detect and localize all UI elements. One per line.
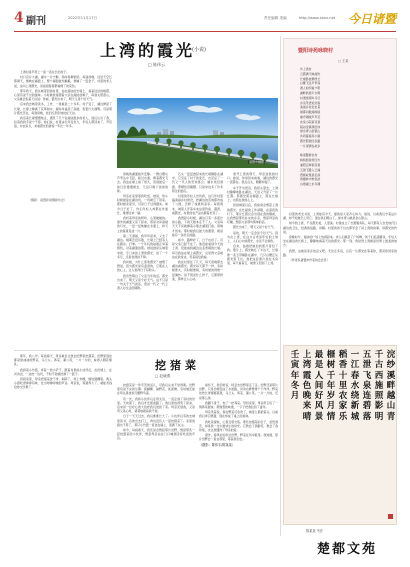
calligraphy-character: 施 <box>374 380 384 391</box>
newspaper-brand-logo: 今日诸暨 <box>347 12 396 26</box>
calligraphy-character: 江 <box>350 360 360 371</box>
paragraph: 村里的年轻人告诉我，这几年村里搞美丽乡村建设，把湖边的荒地都改成了公园，还修了栈道和凉亭。每到周末，城里人开着车来这里钓鱼、露营、看霞光，村里的农产品也跟着好卖了。 <box>172 194 223 215</box>
calligraphy-character: 晚 <box>302 391 312 402</box>
page-number: 4 <box>14 10 24 26</box>
paragraph: 如今，每到春天，我还是会想起那片田野，想起那些一起挖猪菜的小伙伴，想起母亲站在门口喊我回家吃饭的声音。 <box>117 428 195 441</box>
sidebar-poem-line: 白鹭飞过芦苇荡 <box>300 81 321 86</box>
paragraph: 我在村里住了几天，每天傍晚都去湖边看霞光。霞光每天都不一样，有时候像火，有时候像锦，有时候淡得像一层薄纱。但不管是什么样子，它都那样美，那样让人心动。 <box>172 260 223 281</box>
calligraphy-column <box>362 350 372 422</box>
paragraph: 我蹲下身子，挖了一把荠菜。带回家里，母亲用它包了一锅荠菜馄饨。那熟悉的味道，一下子把我拉回了童年。 <box>199 400 278 410</box>
paragraph: 我想起小时候，湖边只有一条泥泞的小路，下雨天根本走不了人。父亲每天天不亮就撑着小船去湖里打鱼，傍晚才回来。那时候我们最大的愿望，就是能有一条好走的路。 <box>172 216 223 237</box>
sidebar-poem-line: 长堤卧波柳丝长 <box>300 76 321 81</box>
editor-line: 责任编辑 美编 <box>264 16 287 20</box>
calligraphy-character: 月 <box>326 401 336 412</box>
sidebar-poem-line: 村道宽阔车马行 <box>300 95 321 100</box>
calligraphy-character: 年 <box>326 380 336 391</box>
calligraphy-character: 畔 <box>386 380 396 391</box>
photo-credit: 诸暨市融媒 <box>249 160 265 164</box>
paragraph: 日子一天天过去，我们渐渐长大了。小伙伴们有的去城里读书，有的出去打工，再也没有人一起挖猪菜了。家里的猪也不养了，那只小竹篮一直挂在墙上，落满了灰尘。 <box>117 414 195 427</box>
calligraphy-character: 飞 <box>362 370 372 381</box>
calligraphy-character: 西 <box>374 370 384 381</box>
calligraphy-character: 间 <box>314 380 324 391</box>
paragraph: 第二天清晨，我早早起来，又去了湖边。晨雾还没有散，长堤上已经有人在跑步、打拳。一个年轻的姑娘正举着相机，对着湖面拍照。她说她是从城里来的，专门来拍上湾的霞光，拍了一个多月，还是觉得拍不够。 <box>117 233 168 259</box>
sidebar-poem-line: 访上湾村 <box>300 67 312 71</box>
calligraphy-character: 明 <box>374 411 384 422</box>
sidebar-poem-line: 湖畔新居灯火明 <box>300 90 321 95</box>
calligraphy-character: 霞 <box>302 370 312 381</box>
calligraphy-character: 树 <box>326 360 336 371</box>
paragraph: 我听着母亲的唠叨，心里暖暖的。窗外的湖面又亮了起来，那是对岸高楼的灯光，一层一层地铺在水面上，和天上的星星连成一片。 <box>117 216 168 233</box>
article2-signoff: （摄影：陈伟丰/陈某某） <box>199 442 236 447</box>
column-brand-title: 楚都文苑 <box>317 542 378 557</box>
calligraphy-character: 情 <box>326 411 336 422</box>
calligraphy-character: 壬 <box>290 350 300 360</box>
sidebar-poem-line: 浦阳江畔稻花香 <box>300 162 321 167</box>
sidebar-poem-line: 渔舟唱晚声声近 <box>300 114 321 119</box>
paragraph: 那年，我八岁。每到春天，母亲就会让我去田野里挖猪菜。田野里到处都是绿油油的野菜，马兰头、荠菜、蒲公英，一片一片的，看得人眼花缭乱。 <box>14 354 112 367</box>
article2-column-3 <box>199 383 278 543</box>
calligraphy-character: 青 <box>386 411 396 422</box>
paragraph: 霞光出来了，明天又是个好天气。 <box>233 225 277 230</box>
paragraph: 是的，明天一定会是个好天气。因为在上湾，在这片古老而年轻的土地上，人们心中的霞光，永远不会褪色。 <box>227 230 278 244</box>
article1-subtitle: (小说) <box>192 47 206 53</box>
article1-byline: □ 陈伟云 <box>148 62 166 67</box>
sidebar-poem-line: 枫桥经验传四方 <box>300 158 321 163</box>
paragraph: 母亲在家里等我吃饭。她说，你小时候最爱在湖边玩，一玩就忘了回家。那时候家里穷，可是日子过得踏实。如今日子好了，你们年轻人却都在外面忙，难得回来一趟。 <box>117 194 168 215</box>
article2-column-2 <box>117 383 195 543</box>
sidebar-poem-line: 西施故里美名扬 <box>300 172 321 177</box>
calligraphy-character: 碧 <box>362 401 372 412</box>
calligraphy-character: 照 <box>374 391 384 402</box>
calligraphy-character: 浣 <box>386 350 396 360</box>
calligraphy-credit: 陈某某 书法 <box>306 529 323 533</box>
paragraph: 我挎着小竹篮，拿着一把小铲子，跟着村里的小伙伴们，在田埂上、在河沟边，一边挖一边玩，不知不觉就挖满了一篮子。 <box>14 367 112 376</box>
calligraphy-character: 千 <box>326 370 336 381</box>
calligraphy-character: 农 <box>338 391 348 402</box>
calligraphy-character: 山 <box>386 401 396 412</box>
article1-column-5 <box>283 212 397 340</box>
calligraphy-character: 绕 <box>350 391 360 402</box>
calligraphy-character: 稻 <box>338 350 348 360</box>
calligraphy-character: 乐 <box>338 411 348 422</box>
paragraph: 前些天，我回老家，特意去田野里走了走。田野还是那片田野，只是田埂变成了水泥路，河沟也修整得干干净净。野菜依然长得郁郁葱葱，马兰头、荠菜、蒲公英，一片一片的，还是那么绿。 <box>199 383 278 400</box>
calligraphy-character: 湾 <box>302 360 312 371</box>
calligraphy-character: 泉 <box>362 380 372 391</box>
calligraphy-character: 五 <box>362 350 372 360</box>
calligraphy-character: 月 <box>290 391 300 402</box>
paragraph: 如今的上湾，不仅霞光美，人更美。村里成立了志愿服务队，每天都有人自发地打扫湖边的卫生，给游客指路、讲解。村里的孩子们也都学会了讲上湾的故事，讲霞光的传说。 <box>283 221 397 234</box>
calligraphy-column <box>290 350 300 401</box>
calligraphy-character: 影 <box>374 401 384 412</box>
paragraph: 窗外，春风轻轻吹过田野，野菜在风中摇曳。我知道，那片田野会一直在那里，等着我回去。 <box>199 433 278 442</box>
sidebar-poem-list <box>300 67 394 187</box>
calligraphy-character: 冬 <box>290 380 300 391</box>
article1-column-4 <box>227 172 278 346</box>
calligraphy-character: 越 <box>386 391 396 402</box>
calligraphy-column <box>302 350 312 422</box>
sidebar-poem-line: 共同富裕奔小康 <box>300 134 321 139</box>
paragraph: 上湾村是平原上一座一直在长的村子。 <box>20 70 70 74</box>
calligraphy-character: 人 <box>314 370 324 381</box>
calligraphy-character: 十 <box>338 370 348 381</box>
calligraphy-character: 泄 <box>362 360 372 371</box>
article1-column-1 <box>14 70 112 346</box>
poem-sidebar <box>283 38 397 208</box>
paragraph: 我沿着长堤慢慢地走，遇见了几个在湖边散步的老人，他们认出了我，拉着我的手说个不停。他们说，村里这些年变化大，年轻人都回来了，开民宿、办农家乐，来看霞光的游客一年比一年多。 <box>14 116 112 129</box>
sidebar-poem-line: 游人如织看夕阳 <box>300 86 321 91</box>
paragraph: 村口有片大湖，湖水一片宁静，两岸杨柳依依。每逢傍晚，远处天空红霞满天，倒映在湖面上，整个湖面波光粼粼，像铺了一层金子。村里的老人说，这叫上湾霞光，是祖祖辈辈都看惯了的景色。 <box>14 75 112 88</box>
calligraphy-character: 来 <box>302 401 312 412</box>
section-divider <box>14 350 278 351</box>
paragraph: 石头一层层叠起来的长堤静卧在湖中，它见证了村子的变迁，也见证了一代又一代人的悲欢离合。湖水依旧清澈，垂柳依旧婀娜，只是岸边多了许多陌生的面孔。 <box>172 172 223 193</box>
article1-column-3 <box>172 172 223 346</box>
paragraph: 我忽然明白了父亲当年的话。霞光出来了，明天又是个好天气。这不只是一句关于天气的话，更是一代又一代上湾人对生活的期盼。 <box>117 273 168 291</box>
column-divider <box>280 36 281 536</box>
calligraphy-character: 落 <box>362 411 372 422</box>
calligraphy-character: 风 <box>314 401 324 412</box>
calligraphy-column <box>386 350 396 422</box>
calligraphy-character: 新 <box>350 401 360 412</box>
calligraphy-character: 纱 <box>386 360 396 371</box>
calligraphy-character: 年 <box>290 370 300 381</box>
sidebar-poem-line: 农家小院菊花香 <box>300 119 321 124</box>
calligraphy-character: 寅 <box>290 360 300 371</box>
calligraphy-character: 千 <box>374 350 384 360</box>
paragraph: 那年秋天，我从城里回到村里，站在湖边的长堤上，看着远处的晚霞，心里有说不出的滋味。小时候我常跟着父亲在湖边放鸭子，每到太阳落山，父亲就会指着天边说：你看，霞光出来了，明天又是个好天气。 <box>14 88 112 102</box>
paragraph: 离开上湾的那天，母亲送我到村口。她说，你常回来看看，湖边的霞光一直都在。我点点头，眼眶却湿了。 <box>227 172 278 185</box>
sidebar-poem-line: 五泄飞瀑入云端 <box>300 167 321 172</box>
calligraphy-character: 春 <box>350 370 360 381</box>
sidebar-poem-line: 一片深情在故乡 <box>300 143 321 148</box>
calligraphy-artwork <box>283 345 397 525</box>
calligraphy-character: 水 <box>350 380 360 391</box>
calligraphy-column <box>314 350 324 422</box>
sidebar-title: 暨阳诗苑咏晓村 <box>298 48 334 54</box>
paragraph: 回到城里以后，我常常会想起上湾的霞光。在忙碌的工作间隙，在深夜的灯下，那片红霞总会出现在我的眼前，让我想起那些朴实的乡亲，想起母亲的叮嘱，想起父亲那句简单的话。 <box>227 203 278 225</box>
calligraphy-character: 晴 <box>302 411 312 422</box>
lake-causeway-image <box>117 98 278 168</box>
paragraph: 有一次，我和小伙伴们走得太远，一直走到了邻村的田里。天快黑了，我们才发现迷路了。我们害怕得哭了起来，后来是一位好心的大伯把我们送回了家。母亲见到我，又是骂又是心疼，紧紧地抱着我不放。 <box>117 396 195 414</box>
sidebar-poem-line: 晨雾初散湖如镜 <box>300 110 321 115</box>
article1-title: 上湾的霞光 <box>100 41 196 60</box>
calligraphy-column <box>350 350 360 422</box>
calligraphy-column <box>326 350 336 422</box>
section-name: 副刊 <box>26 16 46 27</box>
paragraph: 傍晚时分，湖边的广场上热闹起来。老人们跳起了广场舞，孩子们追逐嬉戏，年轻人坐在湖边的长椅上，静静地看着天边的霞光。那一刻，我觉得上湾就是世界上最美的地方。 <box>283 235 397 248</box>
paragraph: 车子开出很远，我回头望去，上湾村静静地卧在湖边，天边又升起了一片红霞。那霞光照在湖面上，照在长堤上，也照在我的心上。 <box>227 185 278 203</box>
calligraphy-character: 上 <box>302 350 312 360</box>
calligraphy-character: 景 <box>314 411 324 422</box>
calligraphy-character: 连 <box>362 391 372 402</box>
sidebar-poem-line: 稻谷金黄满田岗 <box>300 124 321 129</box>
red-seal-stamp <box>388 514 393 519</box>
calligraphy-character: 溪 <box>386 370 396 381</box>
calligraphy-character: 岁 <box>326 391 336 402</box>
lake-photo <box>117 98 278 168</box>
sidebar-note: （摄影：诸暨新闻摄影协会） <box>28 198 68 202</box>
paragraph: 母亲笑着说，现在野菜可金贵了，城里人都抢着买。以前我们拿它喂猪，现在却成了桌上的美味。 <box>199 410 278 419</box>
calligraphy-character: 古 <box>374 360 384 371</box>
calligraphy-column <box>374 350 384 422</box>
paragraph: 我想，这就是家乡的意义吧。无论走多远，总有一片霞光在等着你，照亮你回家的路。 <box>283 248 397 257</box>
page-header <box>14 10 396 32</box>
site-url[interactable]: http://www.xxxx.net <box>299 16 336 20</box>
paragraph: 后来，姑娘把她拍的照片寄给了我。照片上，霞光映红了半边天，长堤像一条玉带横卧在湖中，几只白鹭正从霞光里飞过。我把这张照片挂在书房里，每天看着它，就像又回到了上湾。 <box>227 244 278 266</box>
calligraphy-character: 好 <box>314 391 324 402</box>
article2-byline: □ 赵晓燕 <box>155 374 171 378</box>
sidebar-poem-line: 霞光照我回乡路 <box>300 138 321 143</box>
sidebar-poem-line: 白塔湖上水鸟翔 <box>300 182 321 187</box>
calligraphy-character: 色 <box>302 380 312 391</box>
calligraphy-character: 香 <box>338 360 348 371</box>
paragraph: 我吃着馄饨，心里百感交集。那些挖猪菜的日子，虽然清苦，却是我一生中最快乐的时光。它教会了我勤劳，教会了我珍惜，也让我懂得了母亲的爱。 <box>199 419 278 433</box>
sidebar-poem-line: 绿水青山金银山 <box>300 129 321 134</box>
paragraph: 挖猪菜是一件辛苦的活儿，可我们从来不觉得累。田野里有说不完的乐趣：捉蝴蝶、摘野花、抓泥鳅，有时候还能在草丛里找到几颗野鸟蛋。 <box>117 383 195 396</box>
calligraphy-character: 一 <box>350 350 360 360</box>
calligraphy-character: 最 <box>314 350 324 360</box>
sidebar-poem-line: 香榧林中秋色浓 <box>300 177 321 182</box>
article2-title: 挖猪菜 <box>155 359 200 372</box>
paragraph: 后来我去城里读书，工作，一晃就是二十多年。村子变了，湖边修起了长堤，长堤上种满了花草树木；湖对岸盖起了高楼，夜里灯火通明。可是那片霞光还在，每到傍晚，依旧红彤彤地挂在天边。 <box>14 102 112 115</box>
issue-date: 2022年11月17日 <box>68 16 98 20</box>
paragraph: 如今，路修好了，日子也好了。可是父亲已经不在了。他没能看到今天的上湾，没能看到湖边这条宽阔的长堤。每当我站在堤上看霞光，总觉得父亲就站在我身边，笑着指给我看。 <box>172 238 223 259</box>
calligraphy-column <box>338 350 348 422</box>
paragraph: （作者系诸暨市作家协会会员） <box>289 258 330 263</box>
paragraph: 我问她，为什么喜欢霞光？她想了想说，因为霞光是有温度的，它照在人的心上，让人觉得日子有盼头。 <box>117 260 168 273</box>
article2-column-1 <box>14 354 112 544</box>
paragraph: 村里的老支书说，上湾能有今天，靠的是大家齐心协力。他说，以前我们守着这片湖，却不知道怎么用它；现在我们明白了，绿水青山就是金山银山。 <box>283 212 397 221</box>
calligraphy-character: 里 <box>338 380 348 391</box>
sidebar-byline: □ 王某 <box>338 59 349 63</box>
paragraph: 傍晚的湖面格外安静。一群白鹭从芦苇丛中飞起，掠过水面，朝着霞光飞去。我站在堤上看了很久，直到最后一抹红色慢慢褪去，天边只剩下淡淡的紫。 <box>117 172 168 193</box>
sidebar-poem-line: 乡亲笑语迎远客 <box>300 100 321 105</box>
calligraphy-character: 家 <box>338 401 348 412</box>
article1-column-2 <box>117 172 168 346</box>
sidebar-poem-line: 云霞满天映湖光 <box>300 71 321 76</box>
sidebar-poem-line: 咏诸暨新农村 <box>300 153 318 158</box>
calligraphy-character: 榧 <box>326 350 336 360</box>
calligraphy-character: 城 <box>350 411 360 422</box>
calligraphy-character: 是 <box>314 360 324 371</box>
sidebar-poem-line: 美丽乡村处处景 <box>300 105 321 110</box>
paragraph: 回到家里，母亲把猪菜洗干净，剁碎了，拌上米糠，倒进猪槽里。两头小猪吃得津津有味，发出呼噜呼噜的声音。母亲说，等猪养大了，就能卖钱给你交学费了。 <box>14 377 112 390</box>
